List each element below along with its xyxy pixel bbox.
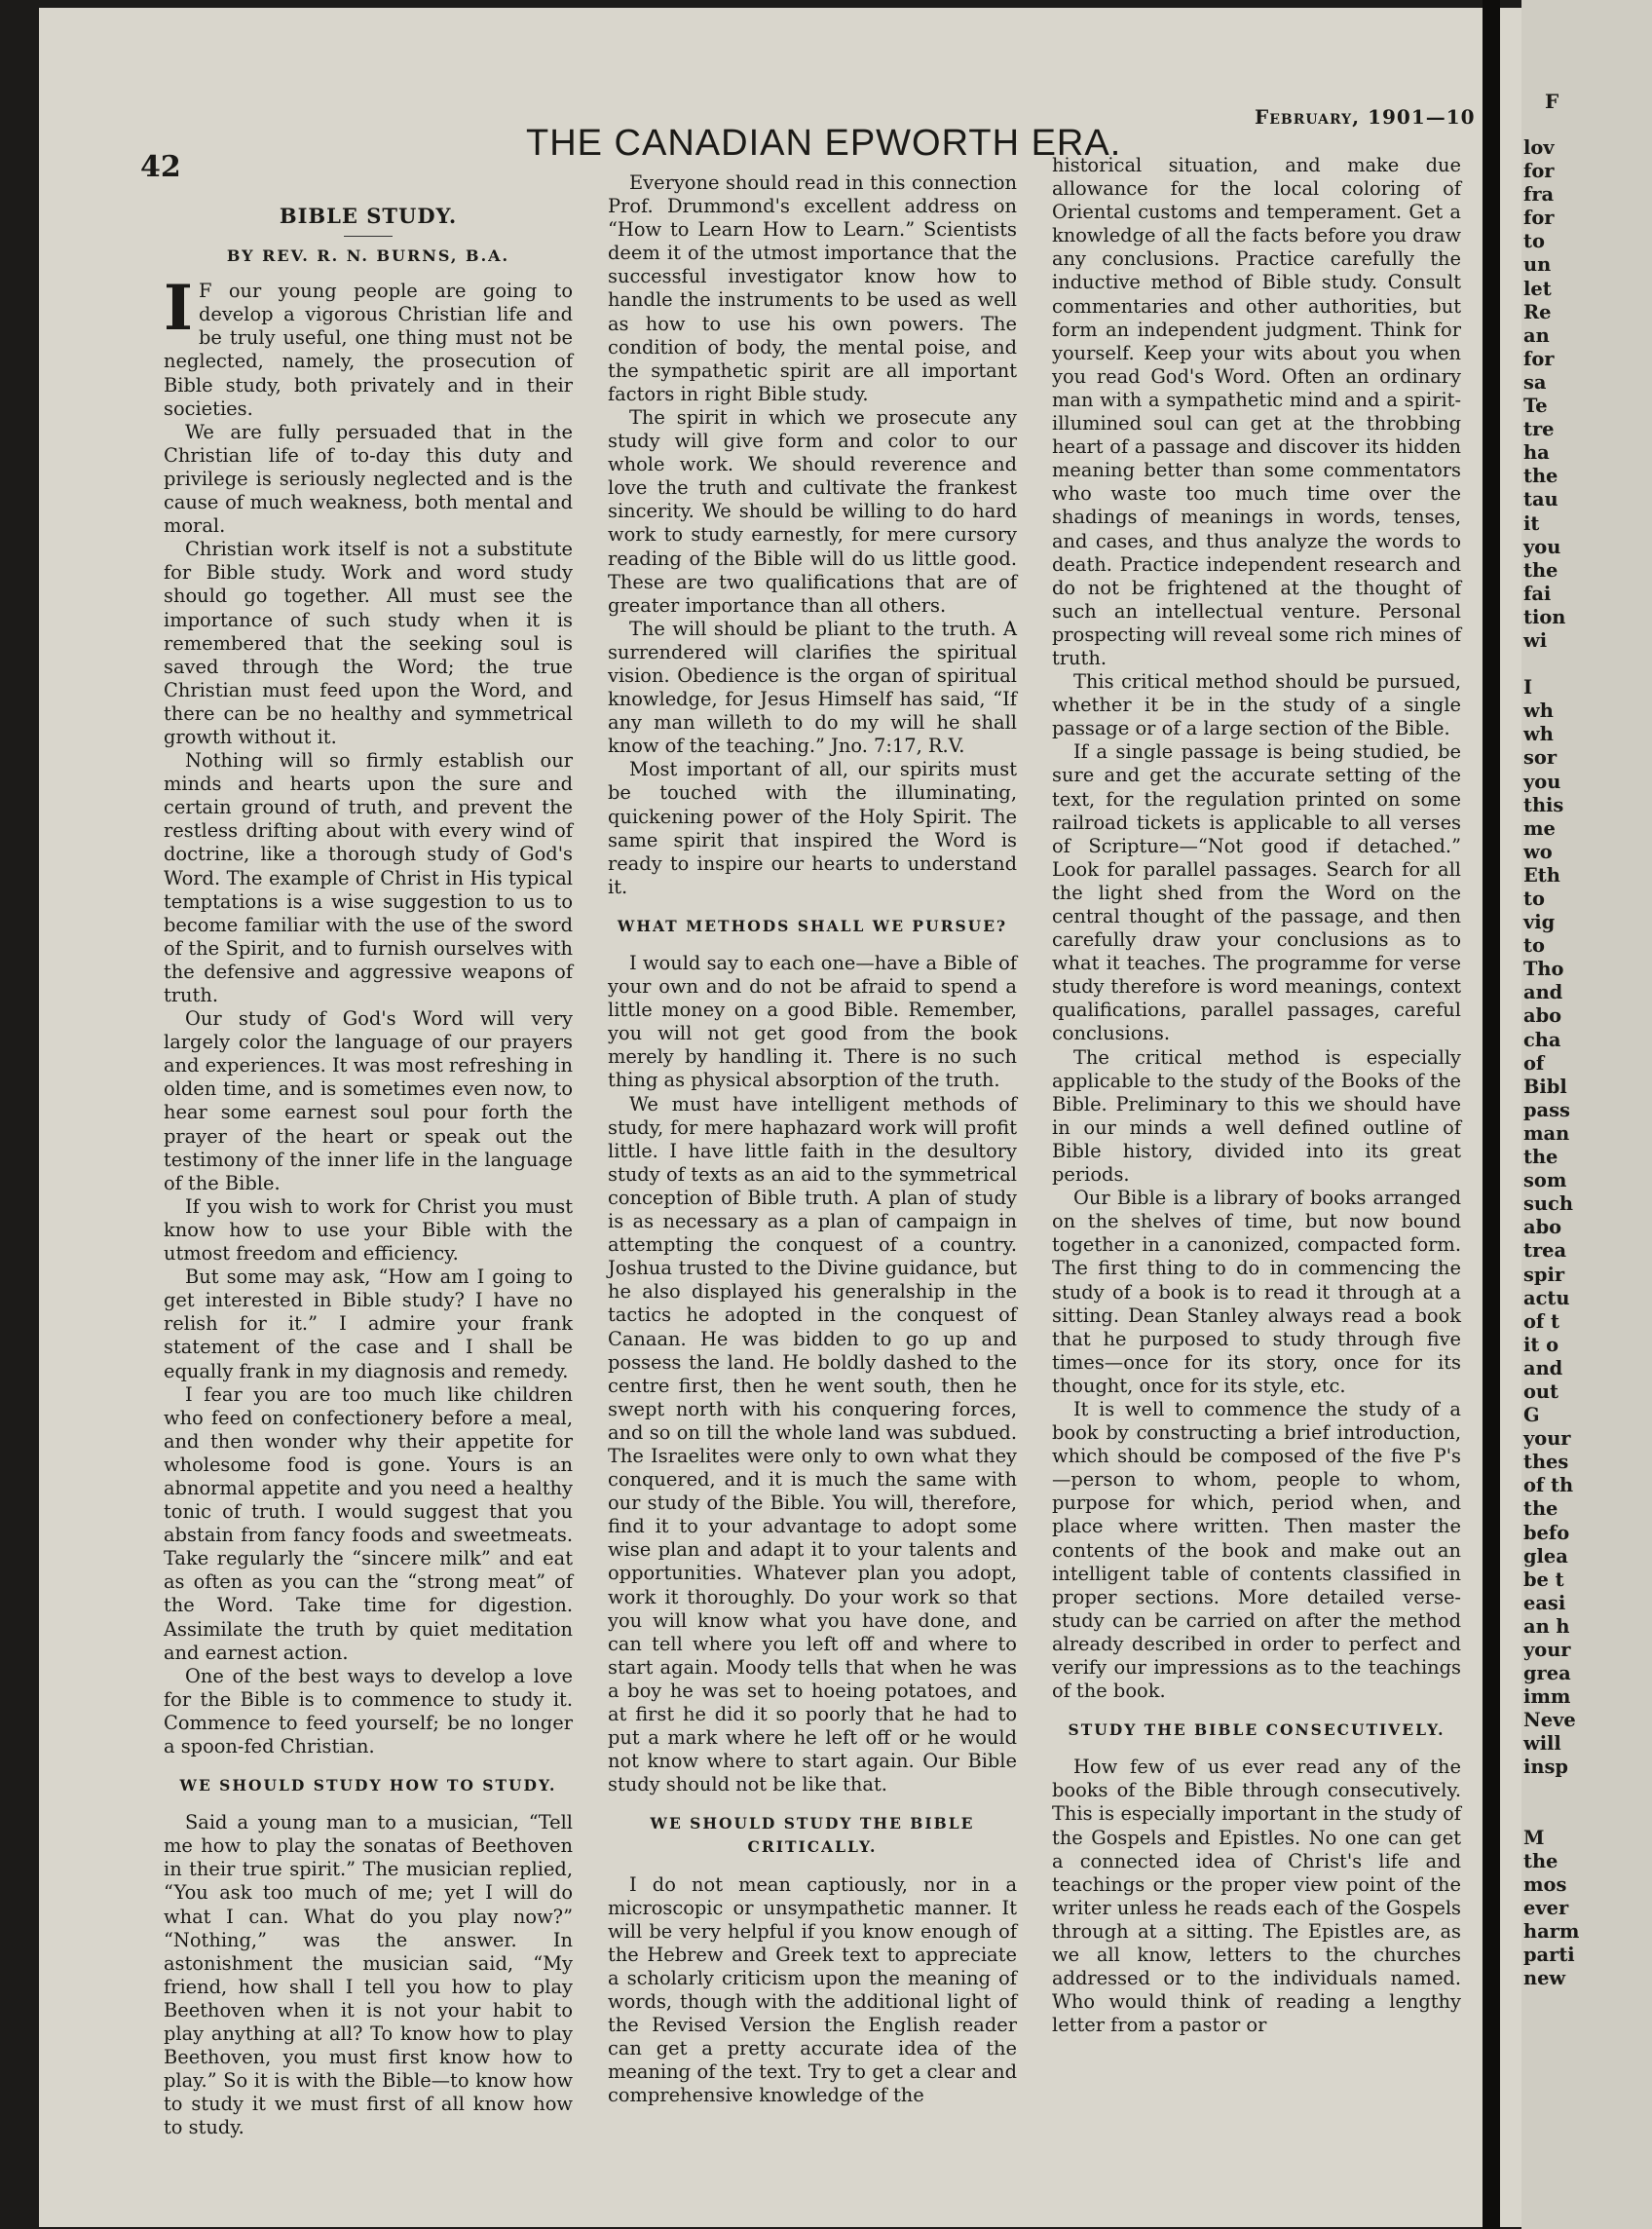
paragraph: I do not mean captiously, nor in a microscopic or unsympathetic manner. It will be very helpful if you know enough of the Hebrew and Greek text to appreciate a scholarly criticism upon the meaning of words, though with the additional light of the Revised Version the English reader can get a pretty accurate idea of the meaning of the text. Try to get a clear and comprehensive knowledge of the [608,1872,1017,2107]
paragraph: Most important of all, our spirits must be touched with the illuminating, quickening power of the Holy Spirit. The same spirit that inspired the Word is ready to inspire our hearts to understand it. [608,758,1017,898]
facing-line: grea [1523,1662,1571,1685]
facing-line: new [1523,1967,1566,1990]
facing-line: lov [1523,136,1555,159]
facing-line: Te [1523,395,1548,418]
facing-line: imm [1523,1685,1571,1709]
paragraph: It is well to commence the study of a book by constructing a brief introduction, which should be composed of the five P's—person to whom, people to whom, purpose for which, period when, and place where written. Then master the contents of the book and make out an intelligent table of contents classified in proper sections. More detailed verse-study can be carried on after the method already described in order to perfect and verify our impressions as to the teachings of the book. [1052,1397,1461,1703]
facing-line: insp [1523,1756,1568,1779]
facing-line: fai [1523,582,1552,605]
facing-line: un [1523,253,1552,277]
dateline: February, 1901—10 [1255,105,1476,129]
book-gutter [1483,0,1500,2229]
facing-line: the [1523,1146,1558,1169]
article-title: BIBLE STUDY. [279,204,458,228]
facing-page-text [1523,136,1652,1990]
facing-line: fra [1523,183,1555,207]
section-heading: WHAT METHODS SHALL WE PURSUE? [617,916,1008,935]
paragraph: historical situation, and make due allowance for the local coloring of Oriental customs and temperament. Get a knowledge of all the facts before you draw any conclusions. Practice carefully the inductive method of Bible study. Consult commentaries and other authorities, but form an independent judgment. Think for yourself. Keep your wits about you when you read God's Word. Often an ordinary man with a sympathetic mind and a spirit-illumined soul can get at the throbbing heart of a passage and discover its hidden meaning better than some commentators who waste too much time over the shadings of meanings in words, tenses, and cases, and thus analyze the words to death. Practice independent research and do not be frightened at the thought of such an intellectual venture. Personal prospecting will reveal some rich mines of truth. [1052,154,1461,669]
facing-line: and [1523,981,1563,1004]
facing-line: abo [1523,1004,1562,1028]
facing-line: your [1523,1639,1571,1661]
facing-line [1523,1780,1652,1803]
facing-line: vig [1523,911,1556,934]
facing-line: this [1523,793,1564,816]
paragraph: I fear you are too much like children who feed on confectionery before a meal, and then wonder why their appetite for wholesome food is gone. Yours is an abnormal appetite and you need a healthy tonic of truth. I would suggest that you abstain from fancy foods and sweetmeats. Take regularly the “sincere milk” and eat as often as you can the “strong meat” of the Word. Take time for digestion. Assimilate the truth by quiet meditation and earnest action. [164,1382,573,1664]
facing-line: such [1523,1192,1573,1216]
facing-line: for [1523,160,1555,183]
drop-cap: I [164,272,193,346]
facing-line: thes [1523,1451,1569,1474]
section-heading: WE SHOULD STUDY THE BIBLE CRITICALLY. [650,1814,975,1857]
section-heading: WE SHOULD STUDY HOW TO STUDY. [179,1776,557,1795]
facing-line: pass [1523,1098,1570,1121]
facing-line: of th [1523,1474,1574,1497]
facing-line: M [1523,1826,1545,1849]
facing-line: you [1523,770,1561,793]
facing-line: and [1523,1356,1563,1379]
facing-line: for [1523,207,1555,230]
facing-line: it [1523,511,1540,535]
paragraph: The spirit in which we prosecute any study will give form and color to our whole work. We should reverence and love the truth and cultivate the frankest sincerity. We should be willing to do hard work to study earnestly, for mere cursory reading of the Bible will do us little good. These are two qualifications that are of greater importance than all others. [608,405,1017,617]
paragraph: How few of us ever read any of the books of the Bible through consecutively. This is especially important in the study of the Gospels and Epistles. No one can get a connected idea of Christ's life and teachings or the proper view point of the writer unless he reads each of the Gospels through at a sitting. The Epistles are, as we all know, letters to the churches addressed or to the individuals named. Who would think of reading a lengthy letter from a pastor or [1052,1756,1461,2037]
facing-line: to [1523,888,1545,910]
masthead: THE CANADIAN EPWORTH ERA. [526,123,1122,164]
facing-line: cha [1523,1028,1561,1051]
facing-line [1523,653,1652,676]
paragraph: Said a young man to a musician, “Tell me how to play the sonatas of Beethoven in their true spirit.” The musician replied, “You ask too much of me; yet I will do what I can. What do you play now?” “Nothing,” was the answer. In astonishment the musician said, “My friend, how shall I tell you how to play Beethoven when it is not your habit to play anything at all? To know how to play Beethoven, you must first know how to play.” So it is with the Bible—to know how to study it we must first of all know how to study. [164,1811,573,2139]
column-1 [164,201,573,2140]
facing-line: the [1523,1497,1558,1521]
column-2 [608,171,1017,2108]
column-3 [1052,154,1461,2037]
paragraph: This critical method should be pursued, whether it be in the study of a single passage or of a large section of the Bible. [1052,670,1461,740]
facing-line: an h [1523,1614,1570,1638]
paragraph: But some may ask, “How am I going to get interested in Bible study? I have no relish for it.” I admire your frank statement of the case and I shall be equally frank in my diagnosis and remedy. [164,1266,573,1382]
paragraph: Christian work itself is not a substitute for Bible study. Work and word study should go together. All must see the importance of such study when it is remembered that the seeking soul is saved through the Word; the true Christian must feed upon the Word, and there can be no healthy and symmetrical growth without it. [164,538,573,748]
facing-line: Tho [1523,958,1564,981]
title-rule [344,236,393,237]
facing-line: it o [1523,1333,1559,1356]
facing-line: you [1523,535,1561,558]
facing-line: tre [1523,418,1555,441]
facing-line: Bibl [1523,1075,1567,1098]
facing-line: ever [1523,1897,1569,1920]
paragraph: One of the best ways to develop a love for the Bible is to commence to study it. Commence to feed yourself; be no longer a spoon-fed Christian. [164,1664,573,1757]
facing-line: be t [1523,1568,1564,1591]
facing-line: to [1523,934,1545,958]
facing-line: tau [1523,488,1558,511]
paragraph: If you wish to work for Christ you must know how to use your Bible with the utmost freedom and efficiency. [164,1194,573,1266]
facing-line: the [1523,558,1558,582]
paragraph: If a single passage is being studied, be sure and get the accurate setting of the text, for the regulation printed on some railroad tickets is applicable to all verses of Scripture—“Not good if detached.” Look for parallel passages. Search for all the light shed from the Word on the central thought of the passage, and then carefully draw your conclusions as to what it teaches. The programme for verse study therefore is word meanings, context qualifications, parallel passages, careful conclusions. [1052,740,1461,1045]
facing-line: harm [1523,1920,1580,1944]
facing-line: sa [1523,370,1547,394]
paragraph: Our study of God's Word will very largely color the language of our prayers and experiences. It was most refreshing in olden time, and is sometimes even now, to hear some earnest soul pour forth the prayer of the heart or speak out the testimony of the inner life in the language of the Bible. [164,1007,573,1194]
facing-line: of [1523,1051,1545,1075]
facing-line: I [1523,676,1533,699]
facing-line: G [1523,1404,1540,1427]
facing-header-fragment: F [1545,90,1559,113]
section-heading: STUDY THE BIBLE CONSECUTIVELY. [1068,1720,1446,1740]
paragraph: The critical method is especially applicable to the study of the Books of the Bible. Preliminary to this we should have in our minds a well defined outline of Bible history, divided into its great periods. [1052,1045,1461,1187]
facing-line: ha [1523,441,1550,465]
facing-line: an [1523,323,1550,347]
facing-line: of t [1523,1309,1559,1333]
facing-line: me [1523,816,1556,840]
facing-line: Neve [1523,1709,1576,1732]
facing-line: wh [1523,699,1554,723]
page-number: 42 [140,150,181,184]
paragraph: Nothing will so firmly establish our minds and hearts upon the sure and certain ground of truth, and prevent the restless drifting about with every wind of doctrine, like a thorough study of God's Word. The example of Christ in His typical temptations is a wise suggestion to us to become familiar with the use of the sword of the Spirit, and to furnish ourselves with the defensive and aggressive weapons of truth. [164,749,573,1006]
facing-line: som [1523,1169,1567,1192]
facing-line: man [1523,1121,1570,1145]
facing-line: actu [1523,1286,1570,1309]
facing-line: to [1523,230,1545,253]
article-byline: BY REV. R. N. BURNS, B.A. [226,246,510,266]
paragraph: Everyone should read in this connection Prof. Drummond's excellent address on “How to Learn How to Learn.” Scientists deem it of the utmost importance that the successful investigator know how to handle the instruments to be used as well as how to use his own powers. The condition of body, the mental poise, and the sympathetic spirit are all important factors in right Bible study. [608,171,1017,405]
facing-line: sor [1523,746,1558,770]
paragraph: I F our young people are going to develop a vigorous Christian life and be truly useful, one thing must not be neglected, namely, the prosecution of Bible study, both privately and in their societies. [164,272,573,420]
facing-line: glea [1523,1544,1568,1568]
facing-line: befo [1523,1521,1570,1544]
paragraph: We must have intelligent methods of study, for mere haphazard work will profit little. I have little faith in the desultory study of texts as an aid to the symmetrical conception of Bible truth. A plan of study is as necessary as a plan of campaign in attempting the conquest of a country. Joshua trusted to the Divine guidance, but he also displayed his generalship in the tactics he adopted in the conquest of Canaan. He was bidden to go up and possess the land. He boldly dashed to the centre first, then he went south, then he swept north with his conquering forces, and so on till the whole land was subdued. The Israelites were only to own what they conquered, and it is much the same with our study of the Bible. You will, therefore, find it to your advantage to adopt some wise plan and adapt it to your talents and opportunities. Whatever plan you adopt, work it thoroughly. Do your work so that you will know what you have done, and can tell where you left off and where to start again. Moody tells that when he was a boy he was set to hoeing potatoes, and at first he did it so poorly that he had to put a mark where he left off or he would not know where to start again. Our Bible study should not be like that. [608,1092,1017,1796]
facing-line: mos [1523,1872,1567,1896]
facing-line: trea [1523,1239,1567,1263]
facing-line: parti [1523,1944,1575,1967]
newspaper-page [39,8,1521,2227]
facing-line: will [1523,1732,1561,1756]
facing-line: your [1523,1427,1571,1451]
facing-line: easi [1523,1591,1566,1614]
facing-line: out [1523,1379,1558,1403]
facing-line: spir [1523,1263,1565,1286]
facing-line: the [1523,465,1558,488]
paragraph: I would say to each one—have a Bible of your own and do not be afraid to spend a little money on a good Bible. Remember, you will not get good from the book merely by handling it. There is no such thing as physical absorption of the truth. [608,952,1017,1092]
facing-line: Re [1523,300,1552,323]
facing-line: wo [1523,840,1553,863]
facing-line: let [1523,277,1552,300]
paragraph: The will should be pliant to the truth. A surrendered will clarifies the spiritual vision. Obedience is the organ of spiritual knowledge, for Jesus Himself has said, “If any man willeth to do my will he shall know of the teaching.” Jno. 7:17, R.V. [608,617,1017,758]
facing-line: tion [1523,605,1566,628]
facing-line: the [1523,1849,1558,1872]
facing-line: wh [1523,723,1554,746]
facing-line: abo [1523,1216,1562,1239]
facing-page [1521,0,1652,2229]
facing-line: wi [1523,628,1548,652]
paragraph: Our Bible is a library of books arranged on the shelves of time, but now bound together in a canonized, compacted form. The first thing to do in commencing the study of a book is to read it through at a sitting. Dean Stanley always read a book that he purposed to study through five times—once for its story, once for its thought, once for its style, etc. [1052,1187,1461,1397]
facing-line: Eth [1523,863,1560,887]
paragraph: We are fully persuaded that in the Christian life of to-day this duty and privilege is seriously neglected and is the cause of much weakness, both mental and moral. [164,420,573,538]
facing-line: for [1523,347,1555,370]
facing-line [1523,1803,1652,1827]
